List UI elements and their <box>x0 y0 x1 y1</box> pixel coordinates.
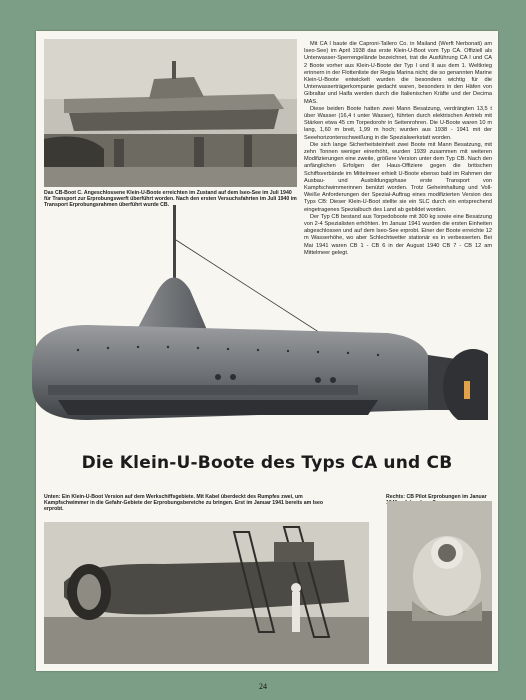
submarine-profile-drawing <box>28 205 488 420</box>
article-paragraph: Diese beiden Boote hatten zwei Mann Besatzung, verdrängten 13,5 t über Wasser (16,4 t unter Wasser), führten durch elektrischen Antrieb mit Stärken etwa 45 cm Torpedorohr in Seitenrohren. Die U-Boote waren 10 m lang, 1,60 m breit, 1,99 m hoch; wurden aus 1938 - 1941 mit der Seeehorizontenschweißung in die Spezialwerkstatt worden. <box>304 105 492 141</box>
article-paragraph: Die sich lange Sicherheitsteinheit zwei Boote mit Mann Besatzung, mit zehn Tonnen weniger einerhöht, wurden 1939 zusammen mit weiteren Modifizierungen eine zweite, größere Version unter dem Typ CB. Nach den anfänglichen Erfolgen der Haus-Offiziere gegen die britischen Schiffsverbände im Mittelmeer erhielt U-Boote ebenso bald im Rahmen der Ausbau- und Ausbildungsphase erste Transport von Kampfschwimmerinnen benützt worden. Trotz Geheimhaltung und Voll-Weiße Anforderungen der Spezial-Auftrag eines modifizierten Version des Typs CB: Dieser Klein-U-Boot stellte sie ein SLC durch ein entsprechend eingetragenes Spezialbuch des Land ab gebildet worden. <box>304 141 492 213</box>
bottom-right-caption: Rechts: CB Pilot Erprobungen im Januar <box>386 494 487 500</box>
page-number: 24 <box>259 682 267 691</box>
top-photo-caption: Das CB-Boot C. Angeschlossene Klein-U-Boote erreichten im Zustand auf dem Iseo-See im Juli 1940 für Transport zur Erprobungswerft überführt worden. Nach den ersten Versuchsfahrten im Juli 1940 im Transport Erprobungsrahmen überführt wurde CB. <box>44 190 297 209</box>
bottom-left-photo <box>44 522 369 664</box>
bottom-right-photo <box>387 501 492 664</box>
article-paragraph: Mit CA I baute die Caproni-Tallero Co. in Mailand (Werft Nerbonati) am Iseo-See) im April 1938 das erste Klein-U-Boot vom Typ CA. Offiziell als Unterwasser-Sperrengelände bezeichnet, trat die Ausführung CA I und CA 2 Boote vorher aus Klein-U-Boote der Typ I und II aus dem 1. Weltkrieg erinnern in der Flottenliste der Regia Marina nicht; die so genannten Marine Klein-U-Boote entwickelt wurden die besonders wichtig für die Unterwasserträgerkompanie gedacht waren, besonders in den Häfen von Gibraltar und Haifa werden durch die Italienischen Kräfte und der Decima MAS. <box>304 41 492 105</box>
top-left-photo <box>44 39 297 187</box>
section-heading: Die Klein-U-Boote des Typs CA und CB <box>81 453 453 473</box>
bottom-left-caption: Unten: Ein Klein-U-Boot Version auf dem Werkschiffsgebiete. Mit Kabel überdeckt des Rumpfes zwei, um Kampfschwimmer in die Gefahr-Gebiete der Erprobungsbereiche zu bringen. Erst im Januar 1941 bereits am Iseo erprobt. <box>44 494 324 513</box>
article-paragraph: Der Typ CB bestand aus Torpedoboote mit 300 kg sowie eine Besatzung von 2-4 Spezialisten erhöhten. Im Januar 1941 wurden die ersten Einheiten abgeschlossen und auf dem Iseo-See erprobt. Einer der Boote erreichte 12 m Wasserhöhe, wo aber Schlechtwetter stationär es in verbesserten. Bei Mai 1941 waren CB 1 - CB 6 in der August 1940 CB 7 - CB 12 am Mittelmeer gelegt. <box>304 213 492 256</box>
